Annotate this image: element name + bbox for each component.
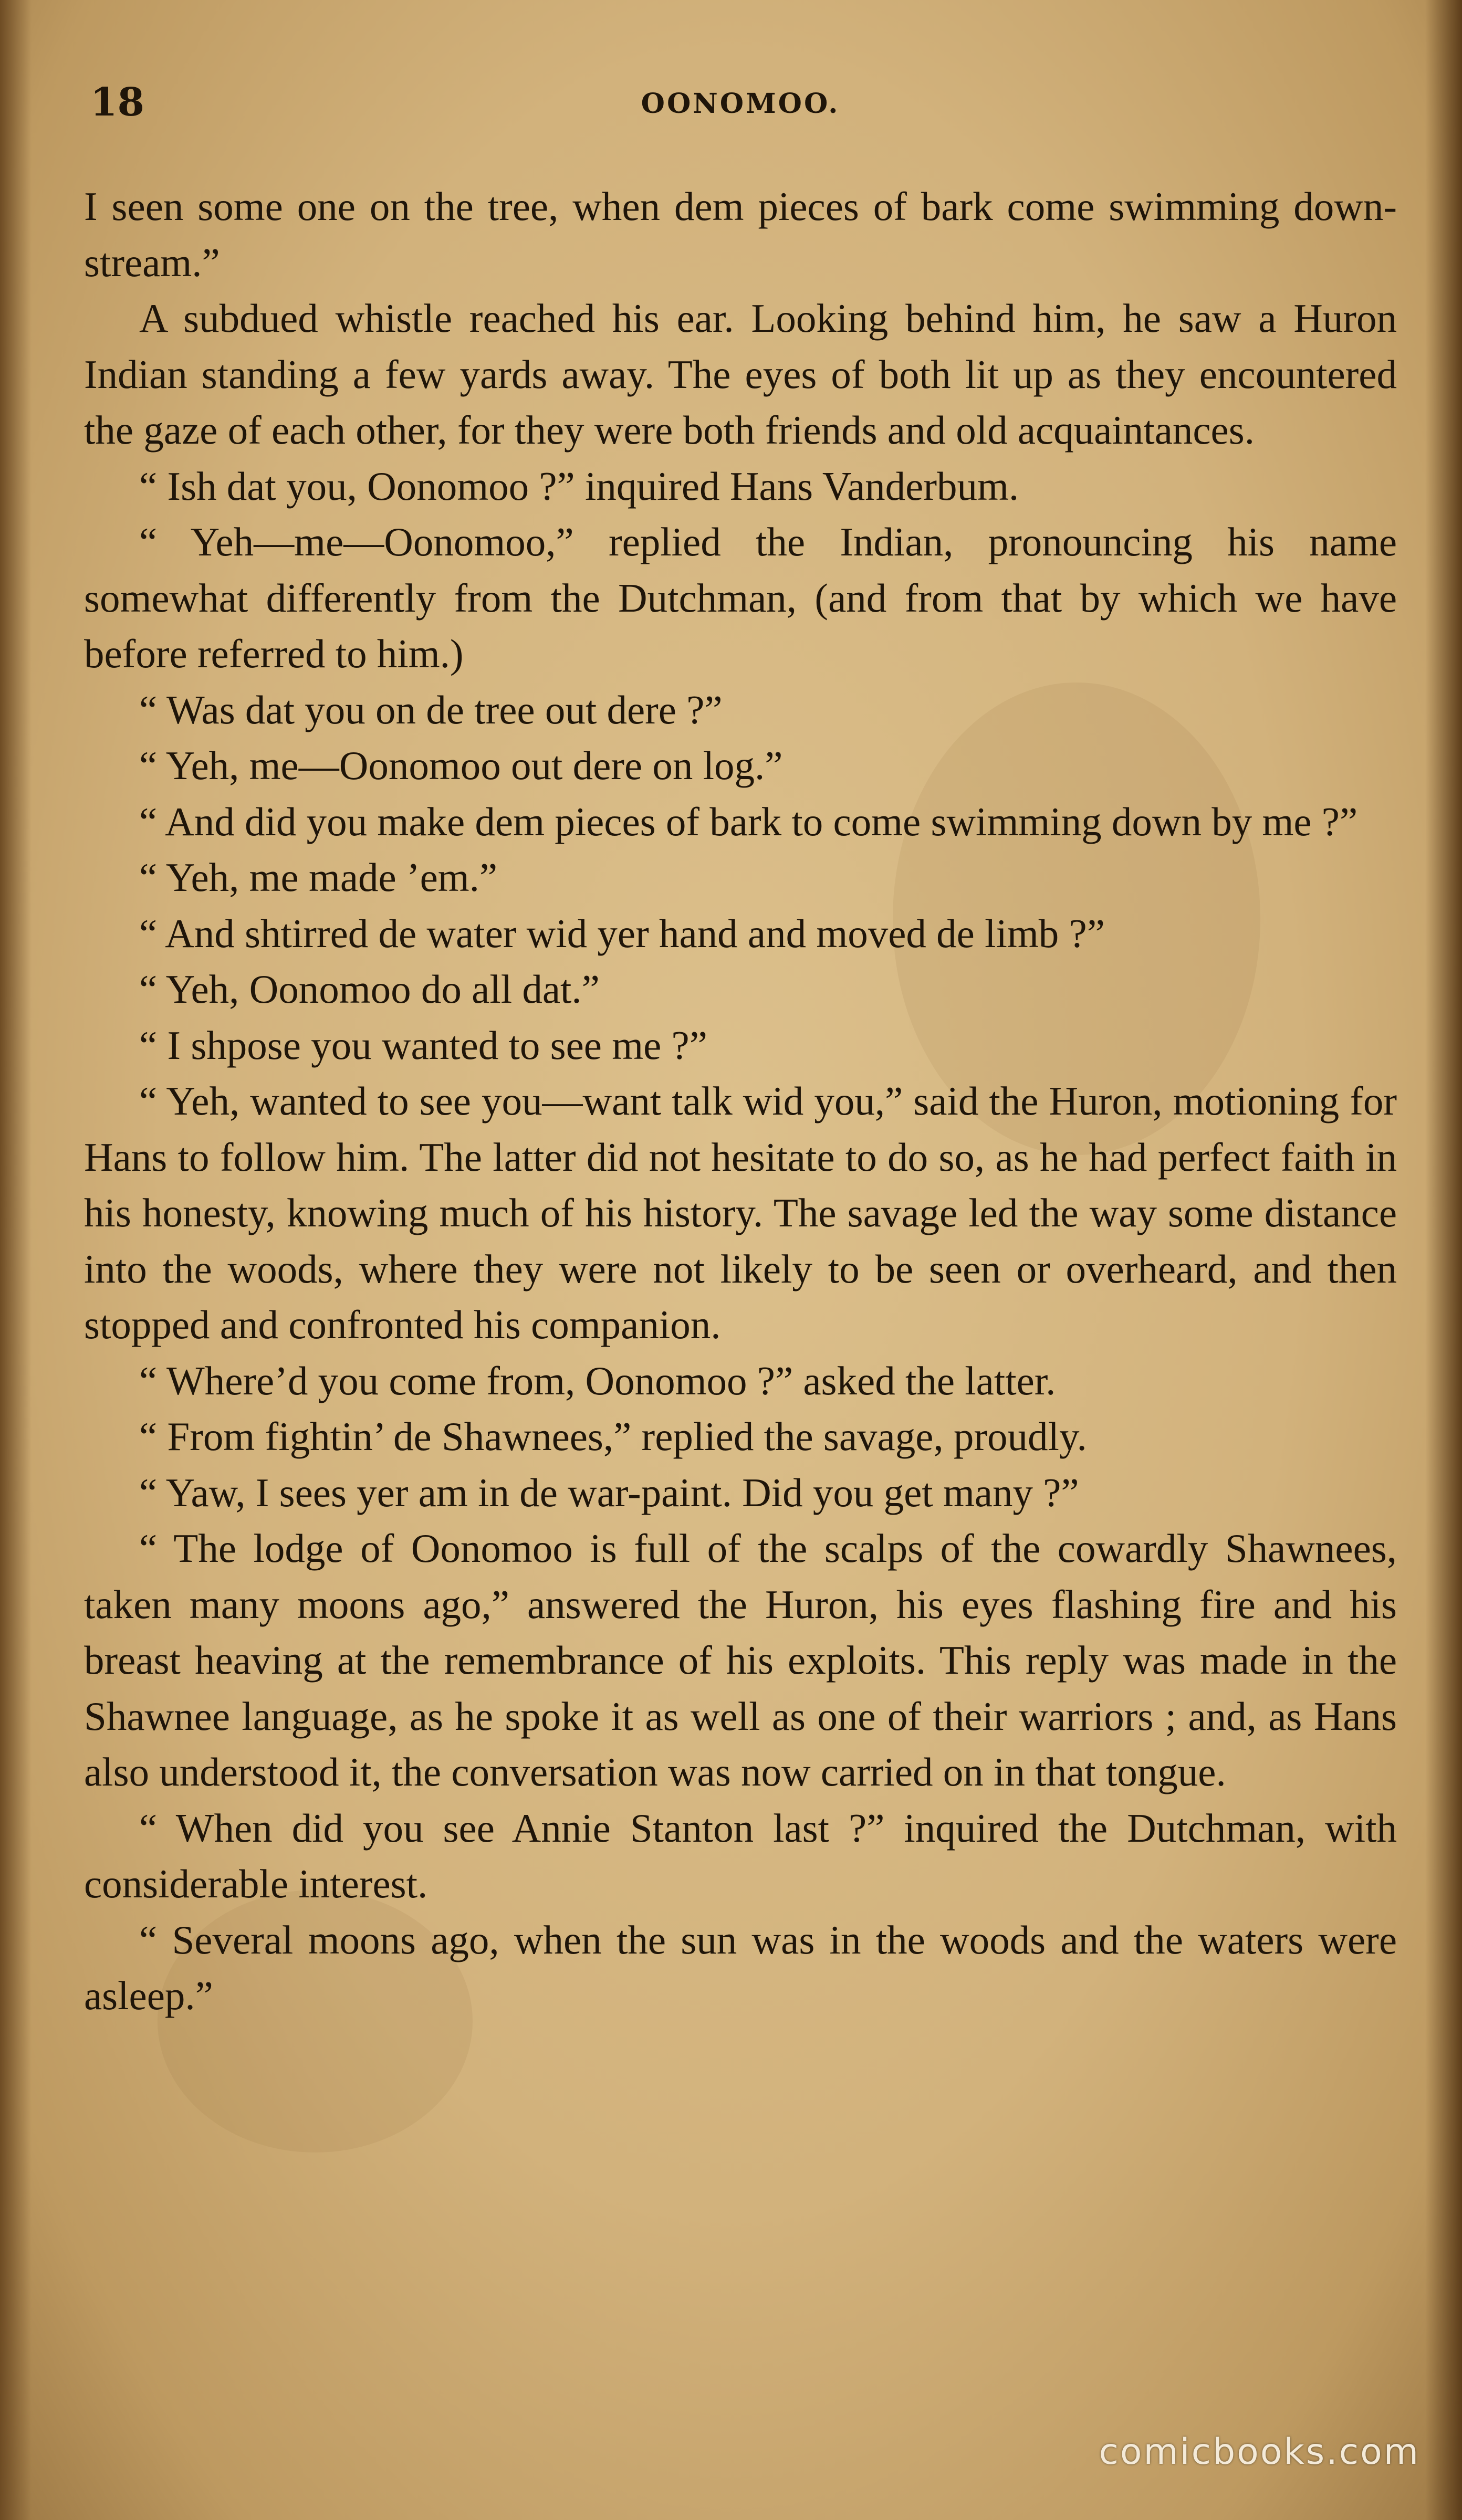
paragraph: “ Yaw, I sees yer am in de war-paint. Did you get many ?”	[139, 1469, 1079, 1515]
page-edge-shadow-left	[0, 0, 32, 2520]
paragraph: “ Where’d you come from, Oonomoo ?” asked the latter.	[139, 1358, 1056, 1403]
paragraph: “ I shpose you wanted to see me ?”	[139, 1022, 707, 1068]
paragraph: “ Several moons ago, when the sun was in the woods and the waters were asleep.”	[84, 1917, 1397, 2018]
paragraph: “ The lodge of Oonomoo is full of the scalps of the cowardly Shawnees, taken many moons ago,” answered the Huron, his eyes flashing fire and his breast heaving at the remembrance of his exploits. This reply was made in the Shawnee language, as he spoke it as well as one of their warriors ; and, as Hans also understood it, the conversation was now carried on in that tongue.	[84, 1526, 1397, 1794]
paragraph: “ Was dat you on de tree out dere ?”	[139, 687, 723, 732]
paragraph: A subdued whistle reached his ear. Looking behind him, he saw a Huron Indian standing a few yards away. The eyes of both lit up as they encountered the gaze of each other, for they were both friends and old acquaintances.	[84, 296, 1397, 453]
paragraph: I seen some one on the tree, when dem pieces of bark come swimming down-stream.”	[84, 184, 1397, 285]
page-body-text	[84, 178, 1397, 2024]
paragraph: “ Yeh, wanted to see you—want talk wid you,” said the Huron, motioning for Hans to follow him. The latter did not hesitate to do so, as he had perfect faith in his honesty, knowing much of his history. The savage led the way some distance into the woods, where they were not likely to be seen or overheard, and then stopped and confronted his companion.	[84, 1078, 1397, 1347]
page-number: 18	[90, 80, 144, 125]
page-edge-shadow-right	[1425, 0, 1462, 2520]
paragraph: “ And shtirred de water wid yer hand and moved de limb ?”	[139, 910, 1105, 956]
paragraph: “ From fightin’ de Shawnees,” replied the savage, proudly.	[139, 1414, 1087, 1459]
paragraph: “ When did you see Annie Stanton last ?” inquired the Dutchman, with considerable interest.	[84, 1805, 1397, 1906]
running-title: OONOMOO.	[641, 88, 840, 120]
paragraph: “ And did you make dem pieces of bark to come swimming down by me ?”	[139, 799, 1358, 844]
watermark: comicbooks.com	[1099, 2431, 1420, 2473]
page-header	[84, 79, 1397, 126]
paragraph: “ Yeh, me—Oonomoo out dere on log.”	[139, 743, 783, 788]
paragraph: “ Ish dat you, Oonomoo ?” inquired Hans Vanderbum.	[139, 463, 1019, 509]
paragraph: “ Yeh, Oonomoo do all dat.”	[139, 967, 600, 1012]
paragraph: “ Yeh, me made ’em.”	[139, 855, 498, 900]
paragraph: “ Yeh—me—Oonomoo,” replied the Indian, pronouncing his name somewhat differently from the Dutchman, (and from that by which we have before referred to him.)	[84, 519, 1397, 676]
